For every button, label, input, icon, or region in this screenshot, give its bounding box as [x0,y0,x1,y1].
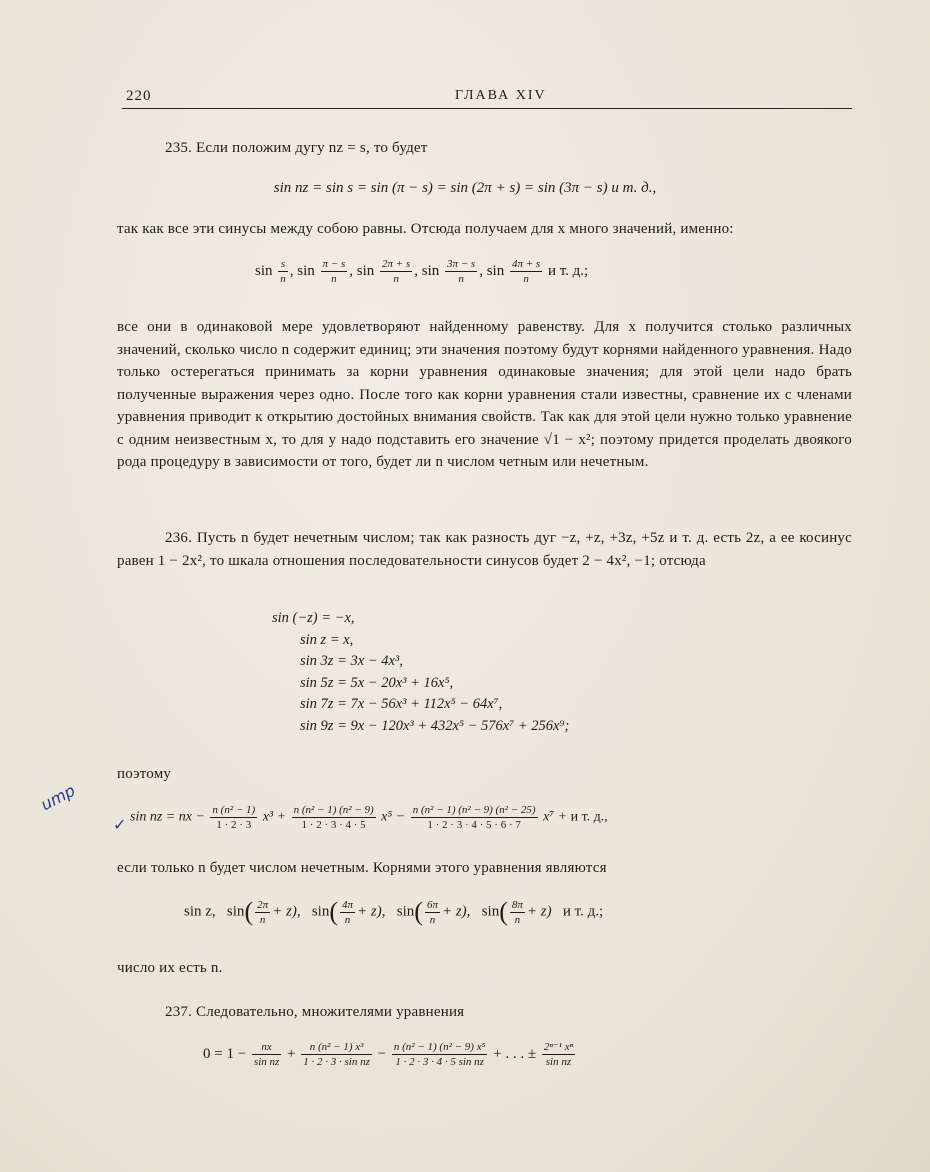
factor-f1-num: nx [252,1040,281,1055]
section-235-intro: 235. Если положим дугу nz = s, то будет [165,140,428,156]
root-4-frac [510,898,525,927]
factor-f1 [252,1040,281,1069]
factor-dots: + . . . ± [493,1045,537,1062]
eq2-t1-frac [321,257,348,286]
eq2-t3-frac [445,257,477,286]
factor-f3-num: n (n² − 1) (n² − 9) x⁵ [393,1041,486,1053]
equation-roots-list [255,257,588,286]
eq2-t4-den: n [523,273,529,285]
eq2-t3-den: n [458,273,464,285]
root-2-den: n [344,913,351,926]
root-2-prefix: sin [311,903,330,920]
eq2-t2-num: 2π + s [382,258,411,270]
series-t3-num: n (n² − 1) (n² − 9) (n² − 25) [412,804,536,816]
eq2-t4-num: 4π + s [511,258,541,270]
eq2-t0-num: s [278,257,288,272]
factor-equation: 0 = 1 − $\frac{nx}{\text{sin nz}}$ + $\frac{\text{n (n² − 1) x³}}{\text{1 · 2 · 3 · sin nz}}$ − $\frac{\text{n (n² − 1) (n² − 9) x⁵}}{\text{1 · 2 · 3 · 4 · 5 sin nz}}$ + . . . ± $\frac{\text{2ⁿ⁻¹ xⁿ}}{\text{sin nz}}$ [203,1041,574,1068]
handwritten-margin-note: ump [37,780,79,815]
section-237-intro: 237. Следовательно, множителями уравнения [165,1004,465,1020]
eq2-t0-frac [278,257,288,286]
sine-eq-2: sin 3z = 3x − 4x³, [300,653,403,669]
roots-equation: sin z, sin( $\frac{2\pi}{n}$ + z), sin( $\frac{4\pi}{n}$ + z), sin( $\frac{6\pi}{n}$ + z), sin( $\frac{8\pi}{n}$ + z) и т. д.; [184,897,604,926]
eq2-t0-suffix: , [289,262,294,279]
eq2-t4-frac [510,257,542,286]
factor-f4 [542,1040,575,1069]
root-1-prefix: sin [226,903,245,920]
eq2-t4-prefix: sin [486,262,505,279]
root-2-num: 4π [342,898,354,911]
factor-f2-den: 1 · 2 · 3 · sin nz [303,1056,370,1068]
eq2-t1-num: π − s [322,258,346,270]
sine-eq-4: sin 7z = 7x − 56x³ + 112x⁵ − 64x⁷, [300,696,503,712]
root-4-suffix: + z) [526,903,552,920]
factor-f2 [301,1040,372,1069]
series-t1 [210,803,257,832]
root-2-frac [340,898,355,927]
section-235-text-2: все они в одинаковой мере удовлетворяют найденному равенству. Для x получится столько различных значений, сколько число n содержит единиц; эти значения поэтому будут корнями найденного уравнения. Надо только остерегаться принимать за корни уравнения одинаковые значения; для этой цели надо брать полученные выражения через одно. После того как корни уравнения стали известны, сравнение их с членами уравнения приводит к открытию достойных внимания свойств. Так как для этой цели нужно только уравнение с одним неизвестным x, то для y надо подставить его значение √1 − x²; поэтому придется проделать двоякого рода процедуру в зависимости от того, будет ли n числом четным или нечетным. [117,319,852,470]
series-t1-pow: x³ + [262,809,287,825]
sine-eq-0: sin (−z) = −x, [272,610,355,626]
eq2-t2-frac [380,257,412,286]
checkmark-icon: ✓ [113,815,127,834]
root-1-suffix: + z), [272,903,301,920]
equation-sin-values: sin nz = sin s = sin (π − s) = sin (2π + s) = sin (3π − s) и т. д., [273,180,657,196]
factor-f2-num: n (n² − 1) x³ [301,1040,372,1055]
factor-f3 [392,1040,488,1069]
root-4-num: 8π [511,898,523,911]
eq2-t2-suffix: , [414,262,418,279]
section-236-intro: 236. Пусть n будет нечетным числом; так как разность дуг −z, +z, +3z, +5z и т. д. есть 2z, а ее косинус равен 1 − 2x², то шкала отношения последовательности синусов будет 2 − 4x², −1; отсюда [117,530,852,569]
series-lhs: sin nz = nx − [130,809,205,825]
roots-tail: и т. д.; [562,903,604,920]
series-t2 [292,803,376,832]
root-3-den: n [429,913,436,926]
factor-f3-den: 1 · 2 · 3 · 4 · 5 sin nz [395,1056,484,1068]
eq2-t1-suffix: , [349,262,353,279]
eq2-tail: и т. д.; [547,262,589,279]
root-0: sin z, [184,903,216,920]
root-2-suffix: + z), [357,903,386,920]
sine-eq-1: sin z = x, [300,631,354,648]
eq2-t3-suffix: , [479,262,483,279]
eq2-t1-den: n [331,273,337,285]
sine-equation-block [272,608,569,737]
section-236-text-4: число их есть n. [117,960,223,976]
sine-series-equation [130,803,608,832]
root-1-num: 2π [257,898,269,911]
root-1-den: n [259,913,266,926]
therefore-label: поэтому [117,766,172,782]
factor-f4-num: 2ⁿ⁻¹ xⁿ [543,1041,574,1053]
eq2-t2-prefix: sin [356,262,375,279]
series-t3-den: 1 · 2 · 3 · 4 · 5 · 6 · 7 [427,819,521,831]
factor-f1-den: sin nz [253,1056,280,1068]
factor-lhs: 0 = 1 − [203,1045,247,1062]
root-4-den: n [514,913,521,926]
series-t2-pow: x⁵ − [381,809,406,825]
series-t1-den: 1 · 2 · 3 [216,819,252,831]
running-title: ГЛАВА XIV [455,88,547,103]
sine-eq-5: sin 9z = 9x − 120x³ + 432x⁵ − 576x⁷ + 256x⁹; [300,717,570,734]
series-t2-den: 1 · 2 · 3 · 4 · 5 [301,819,366,831]
eq2-t1-prefix: sin [297,262,315,279]
eq2-t3-num: 3π − s [447,258,476,270]
root-3-num: 6π [426,898,438,911]
eq2-t0-den: n [280,273,286,285]
root-3-suffix: + z), [441,903,471,920]
series-t3-pow: x⁷ + [543,809,568,825]
section-236-text-3: если только n будет числом нечетным. Корнями этого уравнения являются [117,860,607,876]
root-4-prefix: sin [481,903,500,920]
header-rule [122,108,852,109]
series-t1-num: n (n² − 1) [212,804,256,816]
root-3-frac [425,898,440,927]
series-tail: и т. д., [570,809,608,825]
factor-f4-den: sin nz [545,1056,572,1068]
series-t3 [411,803,538,832]
section-235-text-1: так как все эти синусы между собою равны. Отсюда получаем для x много значений, именно: [117,221,734,237]
sine-eq-3: sin 5z = 5x − 20x³ + 16x⁵, [300,674,454,691]
page-number: 220 [126,88,152,104]
root-3-prefix: sin [396,903,415,920]
eq2-t3-prefix: sin [421,262,440,279]
eq2-t2-den: n [393,273,399,285]
series-t2-num: n (n² − 1) (n² − 9) [293,804,374,816]
eq2-t0-prefix: sin [255,262,273,279]
root-1-frac [255,898,270,927]
